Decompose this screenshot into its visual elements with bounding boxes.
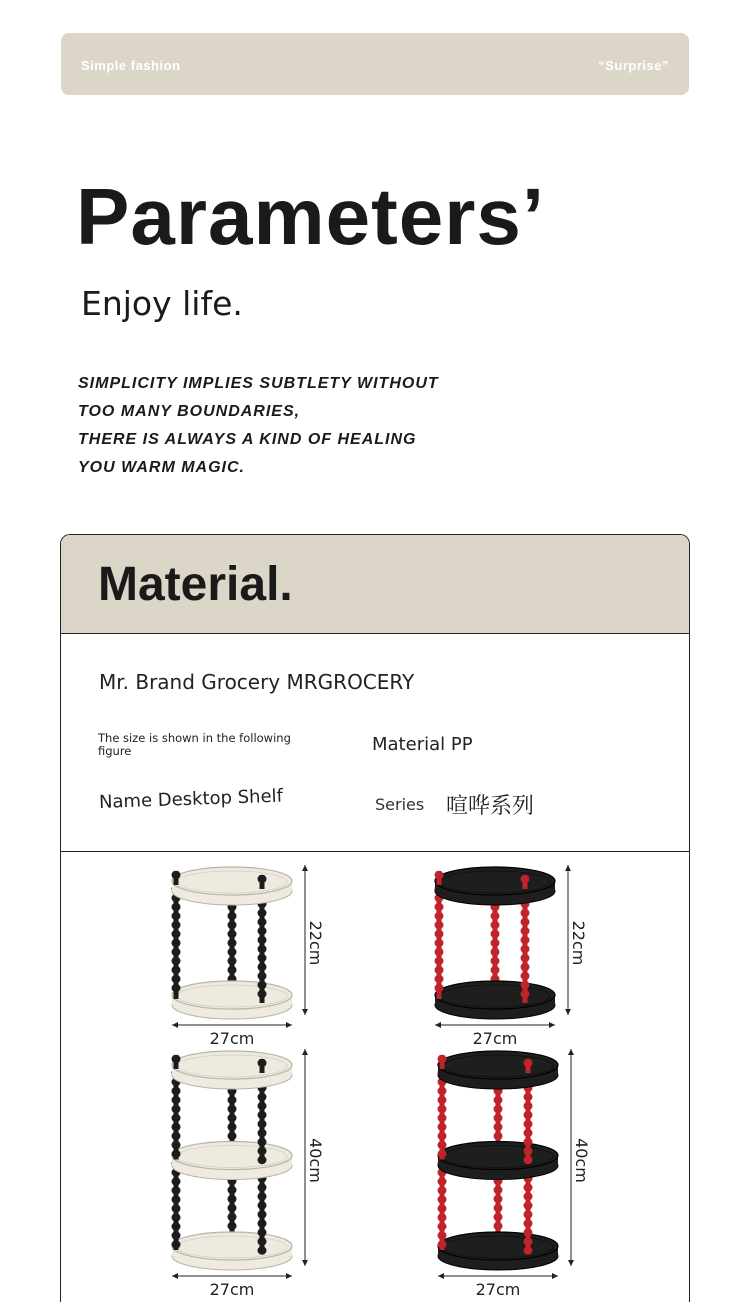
shelf-bead [524, 1183, 533, 1191]
shelf-bead [228, 921, 237, 929]
shelf-bead [491, 930, 500, 938]
shelf-bead [258, 990, 267, 998]
shelf-bead [258, 936, 267, 944]
spec-list [61, 634, 689, 852]
shelf-bead [491, 912, 500, 920]
shelf-bead [491, 921, 500, 929]
width-label: 27cm [472, 1029, 518, 1048]
shelf-bead [435, 912, 444, 920]
spec-series-label: Series [375, 795, 425, 814]
height-label: 22cm [569, 920, 588, 966]
height-label: 40cm [572, 1138, 591, 1183]
shelf-bead [494, 1204, 503, 1212]
shelf-bead [435, 957, 444, 965]
shelf-bead [172, 921, 181, 929]
shelf-bead [172, 957, 181, 965]
shelf-bead [524, 1147, 533, 1155]
height-label: 22cm [306, 920, 325, 966]
shelf-bead [172, 1123, 181, 1131]
shelf-bead [258, 945, 267, 953]
shelf-bead [438, 1087, 447, 1095]
width-label: 27cm [475, 1280, 521, 1299]
shelf-bead [494, 1105, 503, 1113]
spec-name: Name Desktop Shelf [98, 785, 284, 813]
shelf-bead [491, 957, 500, 965]
width-arrow-left [172, 1273, 178, 1279]
height-arrow-top [302, 865, 308, 871]
height-label: 40cm [306, 1138, 325, 1183]
shelf-bead [228, 1204, 237, 1212]
shelf-bead [438, 1114, 447, 1122]
shelf-bead [524, 1102, 533, 1110]
shelf-bead [228, 966, 237, 974]
shelf-bead [172, 1177, 181, 1185]
shelf-bead [172, 1195, 181, 1203]
height-arrow-bottom [302, 1009, 308, 1015]
shelf-bead [228, 1132, 237, 1140]
shelf-bead [438, 1177, 447, 1185]
width-arrow-right [552, 1273, 558, 1279]
shelf-bead [172, 1096, 181, 1104]
shelf-bead [172, 939, 181, 947]
shelf-bead [228, 948, 237, 956]
slogan-line: SIMPLICITY IMPLIES SUBTLETY WITHOUT [78, 375, 439, 392]
shelf-bead [521, 875, 530, 883]
shelf-bead [438, 1231, 447, 1239]
shelf-bead [172, 984, 181, 992]
shelf-bead [521, 972, 530, 980]
page-subtitle: Enjoy life. [81, 284, 243, 323]
shelf-bead [172, 966, 181, 974]
height-arrow-top [565, 865, 571, 871]
shelf-bead [258, 981, 267, 989]
shelf-bead [494, 1114, 503, 1122]
shelf-bead [438, 1150, 447, 1158]
spec-material: Material PP [372, 734, 473, 755]
shelf-bead [438, 1222, 447, 1230]
shelf-bead [172, 1114, 181, 1122]
shelf-bead [258, 1183, 267, 1191]
shelf-bead [258, 1156, 267, 1164]
shelf-bead [491, 939, 500, 947]
shelf-bead [258, 1228, 267, 1236]
shelf-bead [521, 981, 530, 989]
shelf-bead [494, 1213, 503, 1221]
slogan-block [78, 370, 518, 482]
shelf-bead [172, 1213, 181, 1221]
shelf-bead [435, 948, 444, 956]
shelf-bead [438, 1096, 447, 1104]
shelf-bead [524, 1120, 533, 1128]
shelf-bead [172, 871, 181, 879]
shelf-bead [494, 1132, 503, 1140]
shelf-bead [438, 1105, 447, 1113]
height-arrow-top [568, 1049, 574, 1055]
width-arrow-right [286, 1273, 292, 1279]
shelf-bead [521, 963, 530, 971]
shelf-bead [435, 903, 444, 911]
shelf-bead [228, 1096, 237, 1104]
shelf-bead [438, 1204, 447, 1212]
product-dimension-figure [61, 852, 689, 1302]
shelf-bead [258, 875, 267, 883]
shelf-bead [172, 930, 181, 938]
slogan-line: YOU WARM MAGIC. [78, 459, 245, 476]
shelf-bead [491, 948, 500, 956]
shelf-bead [228, 912, 237, 920]
width-arrow-right [549, 1022, 555, 1028]
shelf-bead [228, 939, 237, 947]
shelf-bead [258, 927, 267, 935]
shelf-bead [494, 1096, 503, 1104]
width-arrow-left [172, 1022, 178, 1028]
shelf-bead [172, 1132, 181, 1140]
banner-left-text: Simple fashion [81, 58, 181, 73]
shelf-bead [435, 939, 444, 947]
shelf-bead [438, 1195, 447, 1203]
shelf-bead [172, 912, 181, 920]
shelf-bead [228, 1123, 237, 1131]
shelf-bead [258, 1138, 267, 1146]
shelf-bead [258, 1102, 267, 1110]
shelf-bead [172, 1105, 181, 1113]
shelf-bead [494, 1186, 503, 1194]
shelf-bead [521, 954, 530, 962]
shelf-bead [258, 1093, 267, 1101]
shelf-bead [228, 1186, 237, 1194]
material-title: Material. [98, 558, 293, 611]
shelf-bead [435, 984, 444, 992]
shelf-bead [521, 927, 530, 935]
page-title: Parameters’ [76, 172, 546, 261]
shelf-bead [494, 1222, 503, 1230]
shelf-bead [172, 903, 181, 911]
shelf-bead [228, 1222, 237, 1230]
spec-size-note: The size is shown in the following figure [98, 731, 291, 758]
shelf-bead [172, 1240, 181, 1248]
width-label: 27cm [209, 1029, 255, 1048]
shelf-bead [438, 1240, 447, 1248]
shelf-bead [228, 1213, 237, 1221]
shelf-bead [524, 1111, 533, 1119]
shelf-bead [438, 1141, 447, 1149]
shelf-bead [258, 918, 267, 926]
shelf-bead [228, 930, 237, 938]
shelf-bead [258, 963, 267, 971]
shelf-bead [524, 1156, 533, 1164]
shelf-bead [524, 1228, 533, 1236]
shelf-bead [258, 1219, 267, 1227]
shelf-bead [524, 1192, 533, 1200]
shelf-bead [258, 1129, 267, 1137]
shelf-bead [258, 954, 267, 962]
shelf-bead [172, 975, 181, 983]
shelf-bead [258, 1201, 267, 1209]
shelf-bead [258, 1192, 267, 1200]
shelf-bead [258, 1246, 267, 1254]
shelf-bead [258, 909, 267, 917]
width-arrow-right [286, 1022, 292, 1028]
shelf-bead [172, 1231, 181, 1239]
height-arrow-bottom [568, 1260, 574, 1266]
shelf-bead [435, 975, 444, 983]
shelf-bead [172, 948, 181, 956]
shelf-bead [435, 921, 444, 929]
slogan-line: TOO MANY BOUNDARIES, [78, 403, 301, 420]
height-arrow-bottom [302, 1260, 308, 1266]
width-label: 27cm [209, 1280, 255, 1299]
shelf-bead [258, 1059, 267, 1067]
shelf-bead [494, 1123, 503, 1131]
shelf-bead [491, 966, 500, 974]
shelf-bead [524, 1059, 533, 1067]
shelf-bead [172, 1150, 181, 1158]
shelf-bead [438, 1055, 447, 1063]
shelf-bead [172, 1087, 181, 1095]
shelf-bead [524, 1246, 533, 1254]
shelf-bead [258, 1120, 267, 1128]
shelf-bead [172, 1204, 181, 1212]
height-arrow-top [302, 1049, 308, 1055]
shelf-bead [521, 945, 530, 953]
shelf-bead [228, 1105, 237, 1113]
shelf-bead [438, 1123, 447, 1131]
shelf-bead [524, 1093, 533, 1101]
shelf-bead [438, 1213, 447, 1221]
shelf-bead [521, 936, 530, 944]
banner-right-text: “Surprise” [598, 58, 669, 73]
shelf-bead [521, 990, 530, 998]
shelf-bead [258, 1147, 267, 1155]
spec-series-value: 喧哗系列 [446, 794, 535, 819]
shelf-bead [228, 957, 237, 965]
shelf-bead [258, 1237, 267, 1245]
shelf-bead [438, 1132, 447, 1140]
shelf-bead [435, 930, 444, 938]
shelf-bead [524, 1129, 533, 1137]
shelf-bead [172, 1141, 181, 1149]
shelf-bead [524, 1201, 533, 1209]
height-arrow-bottom [565, 1009, 571, 1015]
shelf-bead [524, 1210, 533, 1218]
spec-brand: Mr. Brand Grocery MRGROCERY [99, 670, 415, 694]
width-arrow-left [435, 1022, 441, 1028]
material-panel [60, 534, 690, 1302]
shelf-drawings [61, 852, 690, 1302]
shelf-bead [258, 1210, 267, 1218]
shelf-bead [172, 1055, 181, 1063]
shelf-bead [521, 909, 530, 917]
shelf-bead [524, 1219, 533, 1227]
shelf-bead [438, 1186, 447, 1194]
shelf-bead [435, 966, 444, 974]
width-arrow-left [438, 1273, 444, 1279]
shelf-bead [258, 972, 267, 980]
material-header [61, 535, 689, 634]
shelf-bead [172, 1222, 181, 1230]
shelf-bead [228, 1195, 237, 1203]
shelf-bead [494, 1195, 503, 1203]
shelf-bead [228, 1114, 237, 1122]
shelf-bead [172, 1186, 181, 1194]
shelf-bead [524, 1138, 533, 1146]
top-banner [61, 33, 689, 95]
shelf-bead [258, 1111, 267, 1119]
shelf-bead [435, 871, 444, 879]
shelf-bead [524, 1237, 533, 1245]
slogan-line: THERE IS ALWAYS A KIND OF HEALING [78, 431, 417, 448]
shelf-bead [521, 918, 530, 926]
